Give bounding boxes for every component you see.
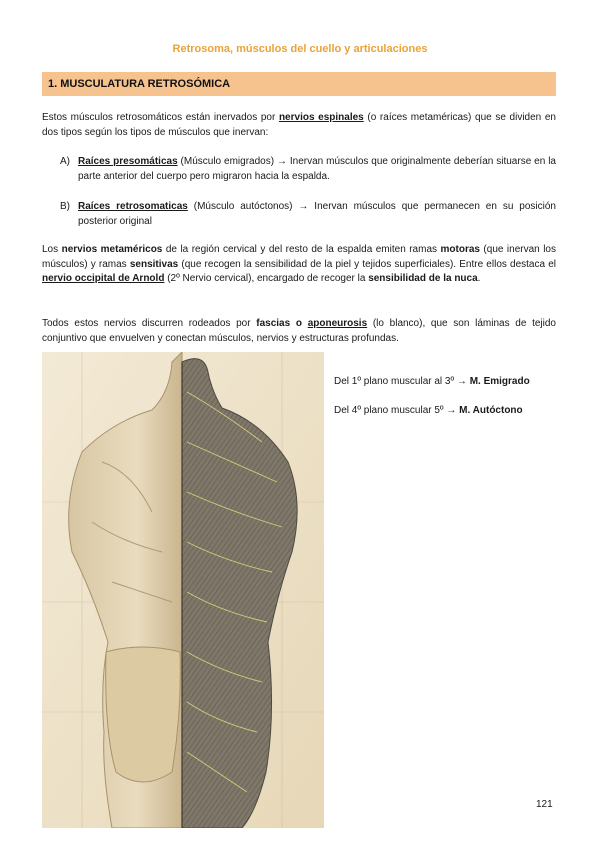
page-header: Retrosoma, músculos del cuello y articulaciones [172, 43, 428, 55]
list-marker: B) [60, 201, 70, 212]
fascias-paragraph: Todos estos nervios discurren rodeados por fascias o aponeurosis (lo blanco), que son láminas de tejido conjuntivo que envuelven y conectan músculos, nervios y estructuras profundas. [42, 318, 556, 344]
term-raices-retrosomaticas: Raíces retrosomaticas [78, 201, 188, 212]
nerves-paragraph: Los nervios metaméricos de la región cervical y del resto de la espalda emiten ramas motoras (que inervan los músculos) y ramas sensitivas (que recogen la sensibilidad de la piel y tejidos superficiales). Entre ellos destaca el nervio occipital de Arnold (2º Nervio cervical), encargado de recoger la sensibilidad de la nuca. [42, 244, 557, 284]
list-marker: A) [60, 156, 70, 167]
caption-emigrado: Del 1º plano muscular al 3º → M. Emigrado [334, 376, 530, 387]
term-nervios-espinales: nervios espinales [278, 112, 364, 123]
term-raices-presomaticas: Raíces presomáticas [78, 156, 178, 167]
caption-autoctono: Del 4º plano muscular 5º → M. Autóctono [334, 405, 523, 416]
intro-paragraph: Estos músculos retrosomáticos están inervados por nervios espinales (o raíces metaméricas) que se dividen en dos tipos según los tipos de músculos que inervan: [42, 112, 556, 138]
back-anatomy-illustration [42, 352, 324, 828]
term-nervio-arnold: nervio occipital de Arnold [42, 273, 165, 284]
list-item: A) Raíces presomáticas (Músculo emigrados) → Inervan músculos que originalmente deberían situarse en la parte anterior del cuerpo pero migraron hacia la espalda. [60, 156, 556, 182]
section-title: 1. MUSCULATURA RETROSÓMICA [42, 72, 556, 96]
page-number: 121 [536, 799, 553, 810]
list-item: B) Raíces retrosomaticas (Músculo autóctonos) → Inervan músculos que permanecen en su posición posterior original [60, 201, 556, 227]
anatomy-figure [42, 352, 324, 828]
